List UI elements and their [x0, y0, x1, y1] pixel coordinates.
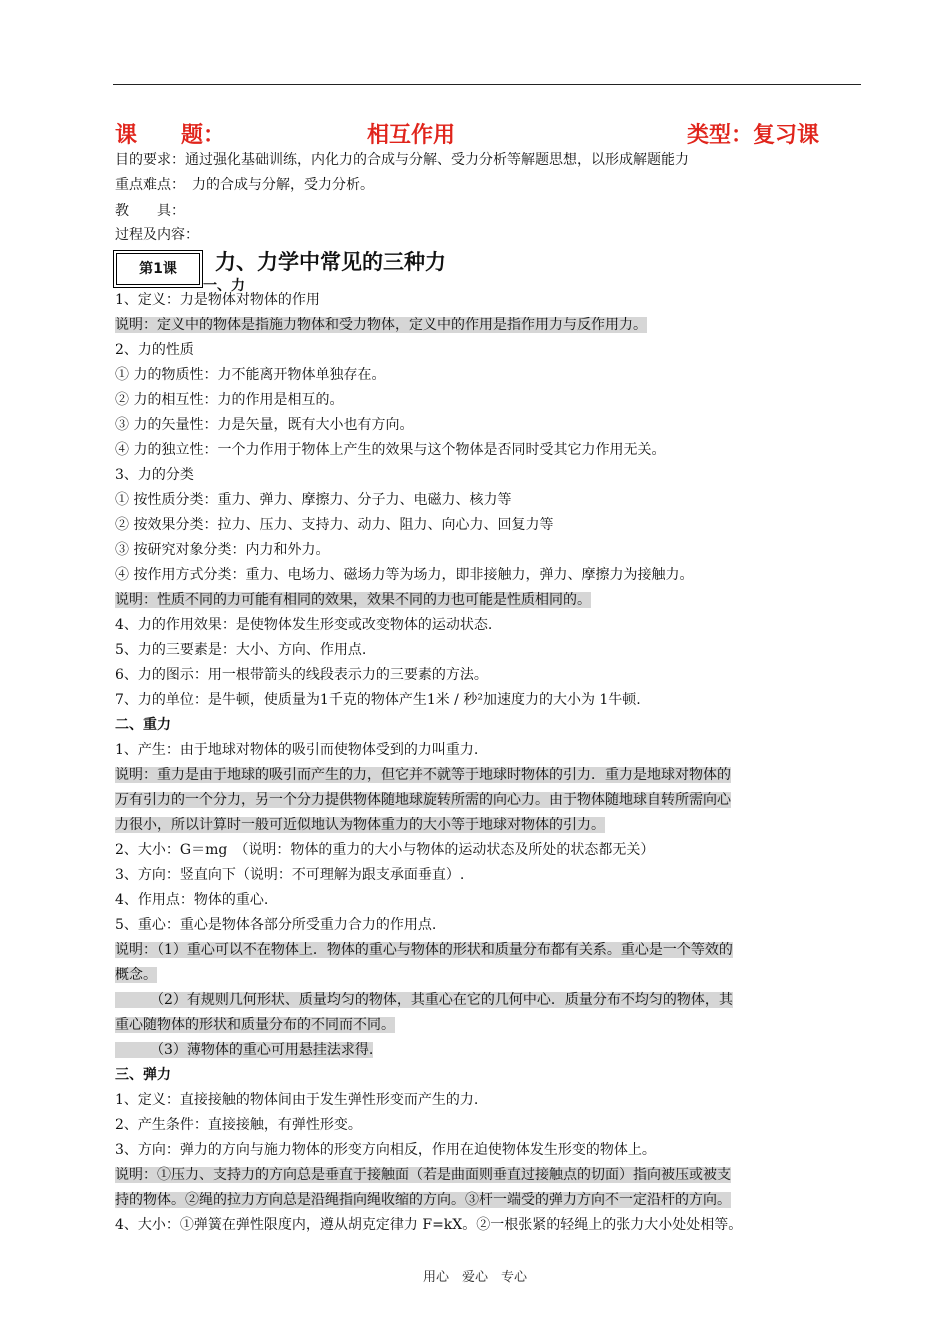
note-line: 说明：定义中的物体是指施力物体和受力物体，定义中的作用是指作用力与反作用力。 — [115, 317, 647, 333]
process-line: 过程及内容： — [115, 227, 199, 243]
text-line: 3、方向：竖直向下（说明：不可理解为跟支承面垂直）. — [115, 867, 465, 883]
note-line: 说明：重力是由于地球的吸引而产生的力，但它并不就等于地球时物体的引力．重力是地球对物体的 — [115, 767, 731, 783]
text-line: ④ 力的独立性：一个力作用于物体上产生的效果与这个物体是否同时受其它力作用无关。 — [115, 442, 666, 458]
text-line: 5、力的三要素是：大小、方向、作用点. — [115, 642, 367, 658]
text-line: 1、产生：由于地球对物体的吸引而使物体受到的力叫重力. — [115, 742, 479, 758]
text-line: 3、力的分类 — [115, 467, 194, 483]
lesson-title: 力、力学中常见的三种力 — [215, 250, 446, 274]
note-line: 概念。 — [115, 967, 157, 983]
text-line: ① 力的物质性：力不能离开物体单独存在。 — [115, 367, 386, 383]
text-line: 1、定义：直接接触的物体间由于发生弹性形变而产生的力. — [115, 1092, 479, 1108]
text-line: 3、方向：弹力的方向与施力物体的形变方向相反，作用在迫使物体发生形变的物体上。 — [115, 1142, 656, 1158]
text-line: ③ 按研究对象分类：内力和外力。 — [115, 542, 330, 558]
goal-line: 目的要求：通过强化基础训练，内化力的合成与分解、受力分析等解题思想，以形成解题能力 — [115, 152, 689, 168]
section-force-heading: 一、力 — [203, 278, 245, 294]
text-line: ② 按效果分类：拉力、压力、支持力、动力、阻力、向心力、回复力等 — [115, 517, 554, 533]
page-footer: 用心 爱心 专心 — [422, 1270, 527, 1285]
note-line: 重心随物体的形状和质量分布的不同而不同。 — [115, 1017, 395, 1033]
note-line: 持的物体。②绳的拉力方向总是沿绳指向绳收缩的方向。③杆一端受的弹力方向不一定沿杆的方向。 — [115, 1192, 731, 1208]
text-line: ④ 按作用方式分类：重力、电场力、磁场力等为场力，即非接触力，弹力、摩擦力为接触力。 — [115, 567, 694, 583]
note-line: （3）薄物体的重心可用悬挂法求得. — [115, 1042, 374, 1058]
note-line: 力很小，所以计算时一般可近似地认为物体重力的大小等于地球对物体的引力。 — [115, 817, 605, 833]
key-points-line: 重点难点： 力的合成与分解，受力分析。 — [115, 177, 374, 193]
note-line: 说明：①压力、支持力的方向总是垂直于接触面（若是曲面则垂直过接触点的切面）指向被压或被支 — [115, 1167, 731, 1183]
section-heading: 三、弹力 — [115, 1067, 171, 1083]
note-line: 说明：（1）重心可以不在物体上．物体的重心与物体的形状和质量分布都有关系。重心是一个等效的 — [115, 942, 733, 958]
header-rule — [113, 84, 861, 85]
header-type: 类型：复习课 — [687, 123, 820, 148]
text-line: 2、产生条件：直接接触，有弹性形变。 — [115, 1117, 362, 1133]
text-line: 4、作用点：物体的重心. — [115, 892, 269, 908]
text-line: ② 力的相互性：力的作用是相互的。 — [115, 392, 344, 408]
section-heading: 二、重力 — [115, 717, 171, 733]
tools-line: 教 具： — [115, 203, 185, 219]
text-line: 6、力的图示：用一根带箭头的线段表示力的三要素的方法。 — [115, 667, 488, 683]
text-line: 5、重心：重心是物体各部分所受重力合力的作用点. — [115, 917, 437, 933]
text-line: 2、力的性质 — [115, 342, 194, 358]
lesson-badge: 第1课 — [116, 253, 200, 285]
note-line: 说明：性质不同的力可能有相同的效果，效果不同的力也可能是性质相同的。 — [115, 592, 591, 608]
lesson-header — [115, 118, 855, 154]
text-line: ① 按性质分类：重力、弹力、摩擦力、分子力、电磁力、核力等 — [115, 492, 512, 508]
note-line: （2）有规则几何形状、质量均匀的物体，其重心在它的几何中心．质量分布不均匀的物体，其 — [115, 992, 733, 1008]
header-title: 相互作用 — [367, 123, 456, 148]
text-line: 2、大小：G＝mg （说明：物体的重力的大小与物体的运动状态及所处的状态都无关） — [115, 842, 655, 858]
text-line: 4、力的作用效果：是使物体发生形变或改变物体的运动状态. — [115, 617, 493, 633]
text-line: 4、大小：①弹簧在弹性限度内，遵从胡克定律力 F=kX。②一根张紧的轻绳上的张力大小处处相等。 — [115, 1217, 743, 1233]
text-line: ③ 力的矢量性：力是矢量，既有大小也有方向。 — [115, 417, 414, 433]
header-label: 课 题： — [115, 123, 226, 148]
note-line: 万有引力的一个分力，另一个分力提供物体随地球旋转所需的向心力。由于物体随地球自转所需向心 — [115, 792, 731, 808]
text-line: 1、定义：力是物体对物体的作用 — [115, 292, 320, 308]
text-line: 7、力的单位：是牛顿，使质量为1千克的物体产生1米 / 秒²加速度力的大小为 1牛顿. — [115, 692, 641, 708]
